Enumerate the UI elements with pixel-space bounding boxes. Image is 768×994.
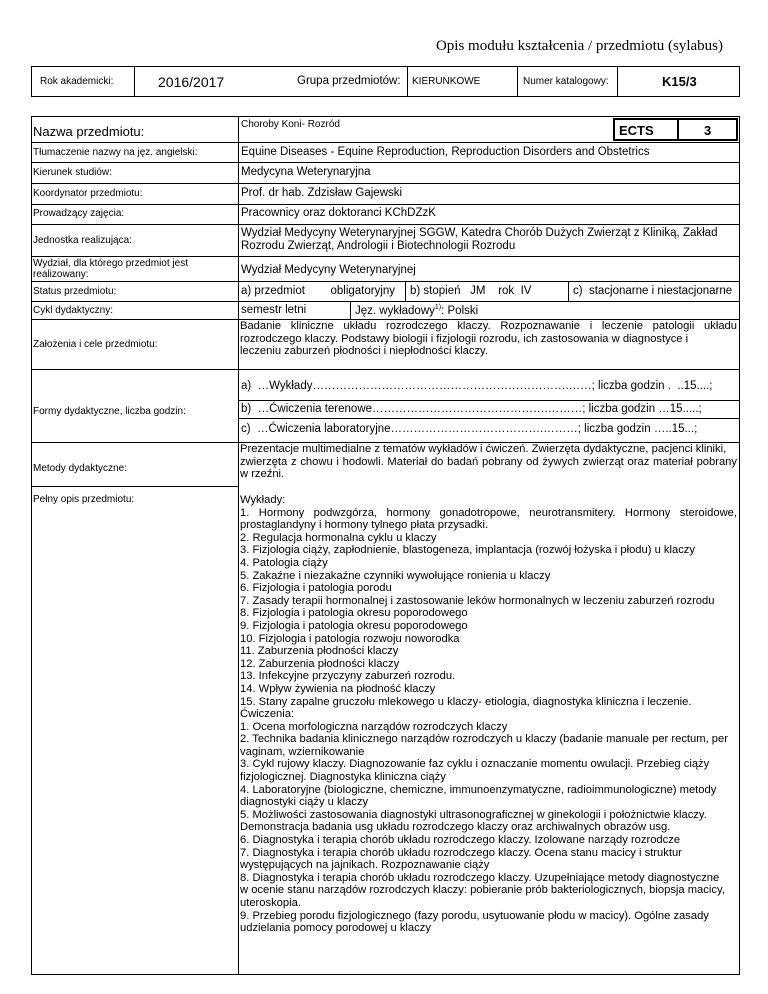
status-label: Status przedmiotu: bbox=[33, 286, 117, 297]
zalozenia-text-2: leczeniu zaburzeń płodności i niepłodności klaczy. bbox=[240, 345, 488, 358]
wydzial-value: Wydział Medycyny Weterynaryjnej bbox=[241, 264, 416, 276]
zalozenia-text: Badanie kliniczne układu rozrodczego klaczy. Rozpoznawanie i leczenie patologii układu rozrodczego klaczy. Podstawy biologii i fizjologii rozrodu, ich zastosowania w diagnostyce i bbox=[240, 320, 737, 345]
opis-line: 3. Cykl rujowy klaczy. Diagnozowanie faz cyklu i oznaczanie momentu owulacji. Przebieg ciąży fizjologicznej. Diagnostyka kliniczna ciąży bbox=[240, 758, 710, 784]
opis-line: diagnostyki ciąży u klaczy bbox=[240, 796, 369, 809]
jezyk-label: Jęz. wykładowy bbox=[355, 304, 435, 317]
cykl-value: semestr letni bbox=[241, 304, 307, 316]
opis-line: 4. Patologia ciąży bbox=[240, 556, 328, 569]
prowadzacy-value: Pracownicy oraz doktoranci KChDZzK bbox=[241, 207, 436, 219]
course-name-label: Nazwa przedmiotu: bbox=[33, 124, 145, 139]
status-a: a) przedmiot obligatoryjny bbox=[241, 285, 396, 297]
jednostka-value: Wydział Medycyny Weterynaryjnej SGGW, Katedra Chorób Dużych Zwierząt z Kliniką, Zakład Rozrodu Zwierząt, Andrologii i Biotechnologii Rozrodu bbox=[241, 227, 718, 252]
opis-line: 1. Hormony podwzgórza, hormony gonadotropowe, neurotransmitery. Hormony steroidowe, prostaglandyny i hormony tylnego płata przysadki. bbox=[240, 506, 737, 532]
opis-line: 13. Infekcyjne przyczyny zaburzeń rozrodu. bbox=[240, 670, 456, 683]
opis-line: 11. Zaburzenia płodności klaczy bbox=[240, 645, 399, 658]
opis-line: 8. Diagnostyka i terapia chorób układu rozrodczego klaczy. Uzupełniające metody diagnostyczne bbox=[240, 871, 720, 884]
koordynator-label: Koordynator przedmiotu: bbox=[33, 188, 143, 199]
cykl-label: Cykl dydaktyczny: bbox=[33, 305, 114, 316]
opis-line: Ćwiczenia: bbox=[240, 708, 295, 721]
opis-line: 6. Fizjologia i patologia porodu bbox=[240, 582, 392, 595]
opis-line: 1. Ocena morfologiczna narządów rozrodczych klaczy bbox=[240, 720, 508, 733]
opis-value bbox=[240, 494, 737, 935]
metody-value bbox=[240, 443, 737, 481]
opis-line: 9. Przebieg porodu fizjologicznego (fazy porodu, usytuowanie płodu w macicy). Ogólne zasady udzielania pomocy porodowej u klaczy bbox=[240, 909, 709, 935]
kierunek-label: Kierunek studiów: bbox=[33, 167, 112, 178]
opis-line: 7. Zasady terapii hormonalnej i zastosowanie leków hormonalnych w leczeniu zaburzeń rozrodu bbox=[240, 594, 715, 607]
wydzial-label: Wydział, dla którego przedmiot jest realizowany: bbox=[33, 258, 188, 280]
jezyk-field bbox=[355, 304, 478, 317]
opis-line: 2. Regulacja hormonalna cyklu u klaczy bbox=[240, 531, 437, 544]
grupa-label: Grupa przedmiotów: bbox=[297, 75, 401, 87]
opis-label: Pełny opis przedmiotu: bbox=[33, 494, 135, 505]
page-title: Opis modułu kształcenia / przedmiotu (sylabus) bbox=[435, 38, 723, 54]
course-name-value: Choroby Koni- Rozród bbox=[241, 119, 340, 130]
translation-value: Equine Diseases - Equine Reproduction, Reproduction Disorders and Obstetrics bbox=[241, 146, 650, 158]
formy-label: Formy dydaktyczne, liczba godzin: bbox=[33, 406, 186, 417]
ects-label: ECTS bbox=[619, 123, 654, 138]
opis-line: 5. Możliwości zastosowania diagnostyki ultrasonograficznej w ginekologii i położnictwie klaczy. Demonstracja badania usg układu rozrodczego klaczy oraz archiwalnych obrazów usg. bbox=[240, 808, 707, 834]
metody-label: Metody dydaktyczne: bbox=[33, 463, 127, 474]
jezyk-value: : Polski bbox=[441, 304, 479, 317]
jednostka-label: Jednostka realizująca: bbox=[33, 235, 132, 246]
formy-a: a) …Wykłady………………………………………………………….……; liczba godzin . ..15....; bbox=[241, 380, 713, 392]
translation-label: Tłumaczenie nazwy na jęz. angielski: bbox=[33, 147, 198, 158]
rok-value: 2016/2017 bbox=[158, 74, 225, 90]
numer-value: K15/3 bbox=[662, 74, 697, 89]
grupa-value: KIERUNKOWE bbox=[412, 76, 481, 87]
opis-line: 14. Wpływ żywienia na płodność klaczy bbox=[240, 682, 436, 695]
opis-line: 9. Fizjologia i patologia okresu poporodowego bbox=[240, 619, 468, 632]
opis-line: w ocenie stanu narządów rozrodczych klaczy: pobieranie prób bakteriologicznych, biopsja macicy, uteroskopia. bbox=[240, 884, 725, 909]
prowadzacy-label: Prowadzący zajęcia: bbox=[33, 208, 125, 219]
numer-label: Numer katalogowy: bbox=[523, 76, 609, 87]
opis-line: 10. Fizjologia i patologia rozwoju noworodka bbox=[240, 632, 460, 645]
opis-line: 15. Stany zapalne gruczołu mlekowego u klaczy- etiologia, diagnostyka kliniczna i leczenie. bbox=[240, 695, 692, 708]
ects-value: 3 bbox=[704, 123, 712, 138]
kierunek-value: Medycyna Weterynaryjna bbox=[241, 166, 371, 178]
opis-line: 3. Fizjologia ciąży, zapłodnienie, blastogeneza, implantacja (rozwój łożyska i płodu) u klaczy bbox=[240, 544, 695, 557]
opis-line: 12. Zaburzenia płodności klaczy bbox=[240, 657, 400, 670]
zalozenia-label: Założenia i cele przedmiotu: bbox=[33, 339, 158, 350]
formy-b: b) …Ćwiczenia terenowe……………………………………….………; liczba godzin …15.....; bbox=[241, 403, 702, 415]
opis-line: 4. Laboratoryjne (biologiczne, chemiczne, immunoenzymatyczne, radioimmunologiczne) metody bbox=[240, 783, 717, 796]
formy-c: c) …Ćwiczenia laboratoryjne………………………………….………; liczba godzin …..15...; bbox=[241, 423, 698, 435]
opis-line: 6. Diagnostyka i terapia chorób układu rozrodczego klaczy. Izolowane narządy rozrodcze bbox=[240, 834, 681, 847]
metody-text-2: zwierzęta z chowu i hodowli. Materiał do badań pobrany od żywych zwierząt oraz materiał pobrany w rzeźni. bbox=[240, 455, 737, 481]
rok-label: Rok akademicki: bbox=[40, 76, 114, 87]
koordynator-value: Prof. dr hab. Zdzisław Gajewski bbox=[241, 187, 403, 199]
opis-line: 7. Diagnostyka i terapia chorób układu rozrodczego klaczy. Ocena stanu macicy i struktur występujących na jajnikach. Rozpoznawanie ciąży bbox=[240, 846, 682, 872]
opis-line: 2. Technika badania klinicznego narządów rozrodczych u klaczy (badanie manuale per rectum, per vaginam, wziernikowanie bbox=[240, 733, 728, 758]
opis-line: Wykłady: bbox=[240, 494, 286, 506]
status-b: b) stopień JM rok IV bbox=[410, 285, 532, 297]
jezyk-footnote: 1) bbox=[434, 304, 442, 311]
opis-line: 5. Zakaźne i niezakaźne czynniki wywołujące ronienia u klaczy bbox=[240, 569, 551, 582]
status-c: c) stacjonarne i niestacjonarne bbox=[573, 285, 733, 297]
opis-line: 8. Fizjologia i patologia okresu poporodowego bbox=[240, 607, 468, 620]
zalozenia-value bbox=[240, 320, 737, 358]
metody-text: Prezentacje multimedialne z tematów wykładów i ćwiczeń. Zwierzęta dydaktyczne, pacjenci kliniki, bbox=[240, 443, 727, 455]
